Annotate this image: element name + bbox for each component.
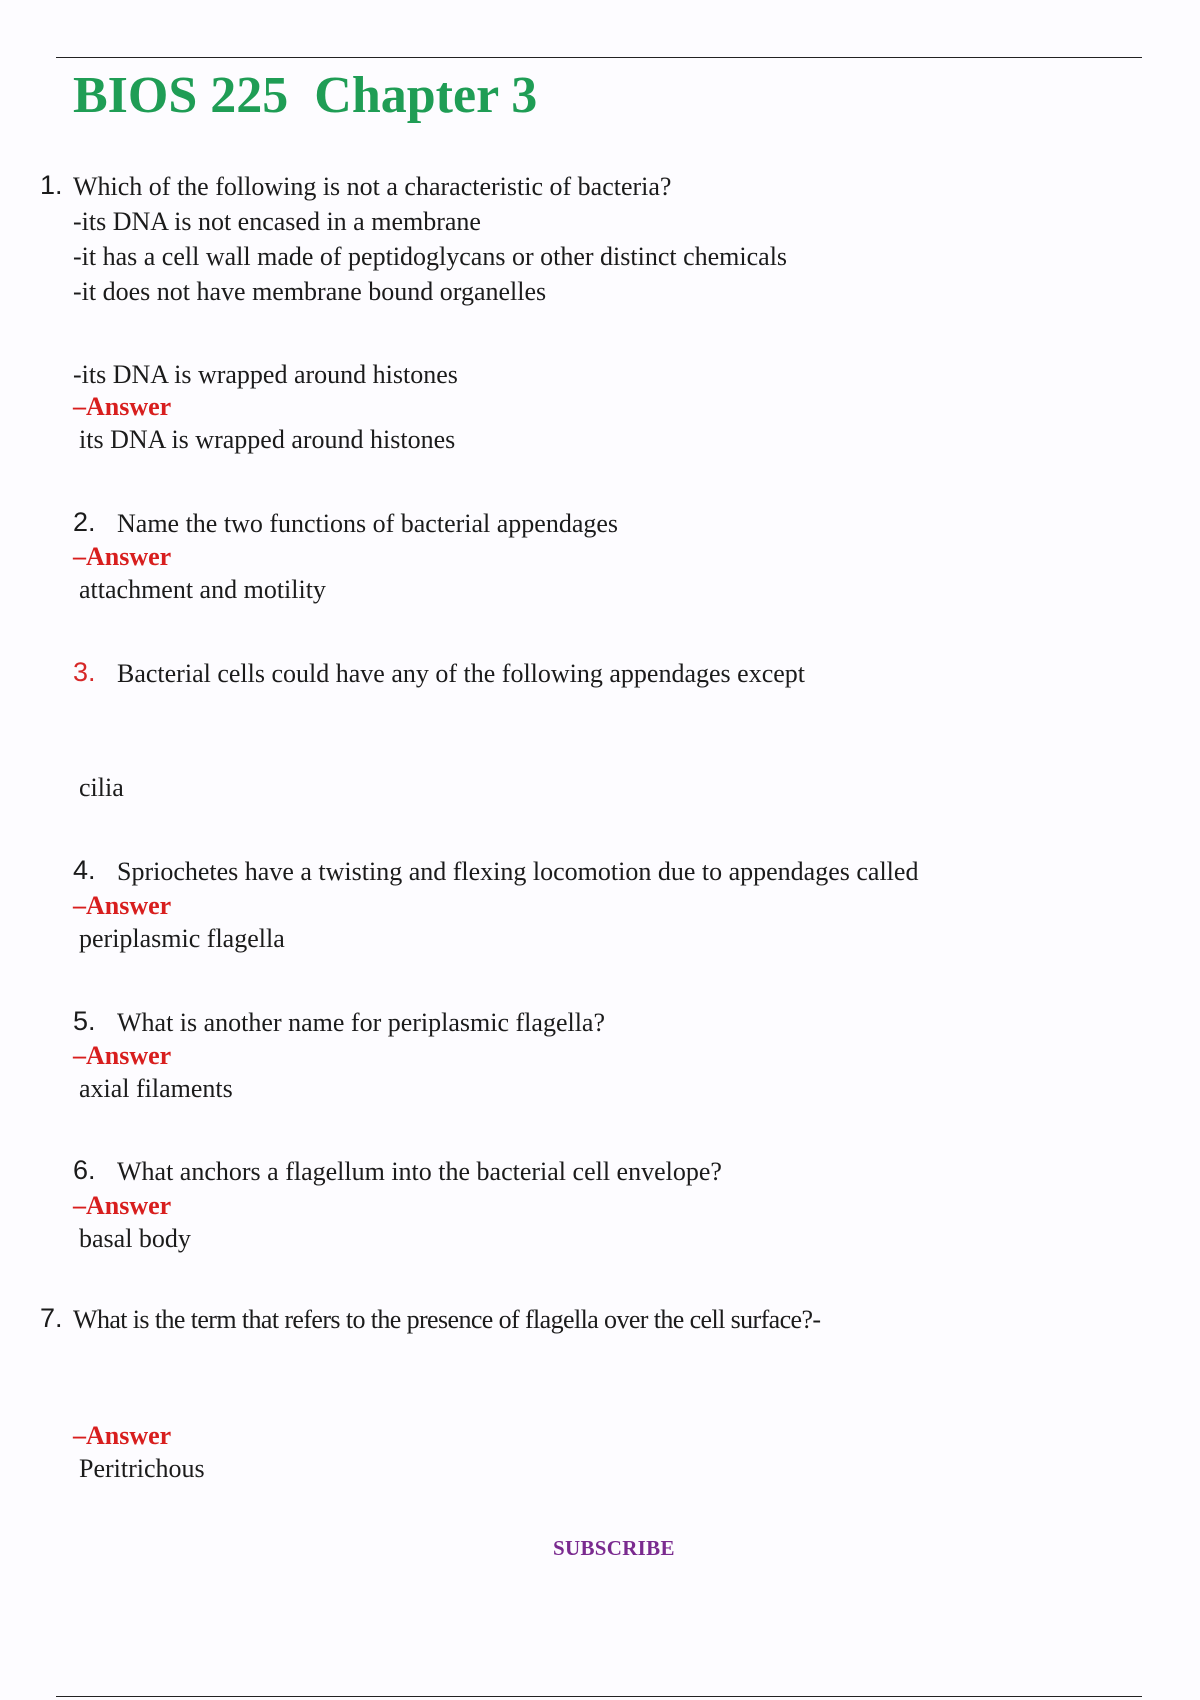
- question-2-answer: attachment and motility: [79, 575, 326, 604]
- question-1-answer-label: –Answer: [73, 392, 172, 421]
- question-7-answer-label: –Answer: [73, 1421, 172, 1450]
- page-title: BIOS 225 Chapter 3: [73, 67, 538, 124]
- question-4-answer: periplasmic flagella: [79, 924, 285, 953]
- question-1-option-4: -its DNA is wrapped around histones: [73, 360, 458, 389]
- question-2-number: 2.: [73, 507, 96, 537]
- question-5-answer-label: –Answer: [73, 1041, 172, 1070]
- question-5-answer: axial filaments: [79, 1074, 233, 1103]
- question-4-text: Spriochetes have a twisting and flexing locomotion due to appendages called: [117, 857, 919, 886]
- question-2-answer-label: –Answer: [73, 542, 172, 571]
- question-1-option-1: -its DNA is not encased in a membrane: [73, 207, 481, 236]
- question-3-text: Bacterial cells could have any of the following appendages except: [117, 659, 806, 688]
- question-4-number: 4.: [73, 855, 96, 885]
- question-3-answer: cilia: [79, 773, 124, 802]
- bottom-rule: [56, 1696, 1142, 1697]
- question-4-answer-label: –Answer: [73, 891, 172, 920]
- question-5-text: What is another name for periplasmic flagella?: [117, 1008, 606, 1037]
- question-7-answer: Peritrichous: [79, 1454, 205, 1483]
- question-1-text: Which of the following is not a characteristic of bacteria?: [73, 172, 672, 201]
- question-1-answer: its DNA is wrapped around histones: [79, 425, 456, 454]
- question-7-text: What is the term that refers to the presence of flagella over the cell surface?-: [73, 1305, 821, 1334]
- question-6-number: 6.: [73, 1155, 96, 1185]
- question-2-text: Name the two functions of bacterial appendages: [117, 509, 619, 538]
- question-1-option-3: -it does not have membrane bound organelles: [73, 277, 547, 306]
- question-6-answer: basal body: [79, 1224, 191, 1253]
- question-6-text: What anchors a flagellum into the bacterial cell envelope?: [117, 1157, 722, 1186]
- top-rule: [56, 57, 1142, 58]
- question-7-number: 7.: [40, 1303, 63, 1333]
- question-1-number: 1.: [40, 170, 63, 200]
- question-3-number: 3.: [73, 657, 96, 687]
- question-6-answer-label: –Answer: [73, 1191, 172, 1220]
- question-5-number: 5.: [73, 1006, 96, 1036]
- subscribe-link[interactable]: SUBSCRIBE: [553, 1536, 675, 1560]
- question-1-option-2: -it has a cell wall made of peptidoglycans or other distinct chemicals: [73, 242, 788, 271]
